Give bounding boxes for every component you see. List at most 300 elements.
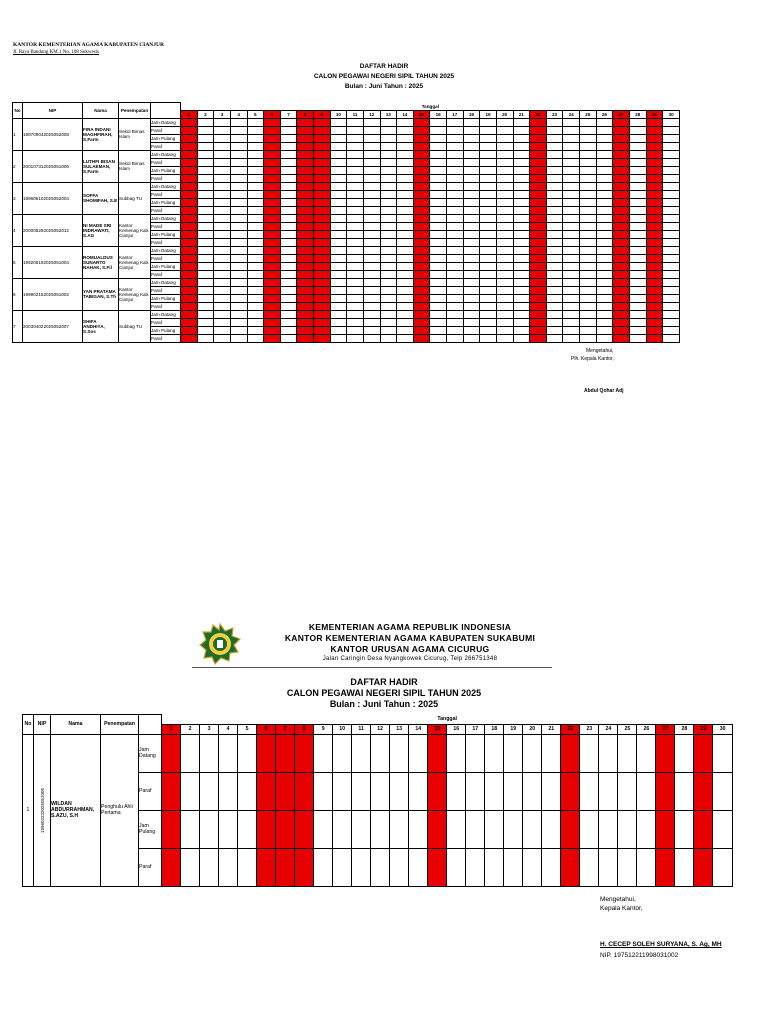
day-cell[interactable] bbox=[181, 848, 200, 886]
day-cell[interactable] bbox=[280, 278, 297, 286]
day-cell[interactable] bbox=[297, 118, 314, 126]
day-cell[interactable] bbox=[523, 772, 542, 810]
day-cell[interactable] bbox=[330, 118, 347, 126]
day-cell[interactable] bbox=[546, 134, 563, 142]
day-cell[interactable] bbox=[297, 142, 314, 150]
day-cell[interactable] bbox=[409, 772, 428, 810]
day-cell[interactable] bbox=[247, 326, 264, 334]
day-cell[interactable] bbox=[646, 222, 663, 230]
day-cell[interactable] bbox=[596, 286, 613, 294]
day-cell[interactable] bbox=[214, 310, 231, 318]
day-cell[interactable] bbox=[463, 278, 480, 286]
day-cell[interactable] bbox=[629, 238, 646, 246]
day-cell[interactable] bbox=[523, 734, 542, 772]
day-cell[interactable] bbox=[247, 134, 264, 142]
day-cell[interactable] bbox=[238, 734, 257, 772]
day-cell[interactable] bbox=[197, 198, 214, 206]
day-cell[interactable] bbox=[347, 134, 364, 142]
day-cell[interactable] bbox=[663, 222, 680, 230]
day-cell[interactable] bbox=[352, 810, 371, 848]
day-cell[interactable] bbox=[297, 126, 314, 134]
day-cell[interactable] bbox=[596, 174, 613, 182]
day-cell[interactable] bbox=[330, 302, 347, 310]
day-cell[interactable] bbox=[546, 310, 563, 318]
day-cell[interactable] bbox=[181, 294, 198, 302]
day-cell[interactable] bbox=[314, 310, 331, 318]
day-cell[interactable] bbox=[629, 182, 646, 190]
day-cell[interactable] bbox=[314, 158, 331, 166]
day-cell[interactable] bbox=[466, 810, 485, 848]
day-cell[interactable] bbox=[347, 142, 364, 150]
day-cell[interactable] bbox=[546, 326, 563, 334]
day-cell[interactable] bbox=[646, 142, 663, 150]
day-cell[interactable] bbox=[646, 150, 663, 158]
day-cell[interactable] bbox=[238, 772, 257, 810]
day-cell[interactable] bbox=[596, 262, 613, 270]
day-cell[interactable] bbox=[596, 246, 613, 254]
day-cell[interactable] bbox=[230, 310, 247, 318]
day-cell[interactable] bbox=[663, 214, 680, 222]
day-cell[interactable] bbox=[646, 230, 663, 238]
day-cell[interactable] bbox=[530, 198, 547, 206]
day-cell[interactable] bbox=[181, 118, 198, 126]
day-cell[interactable] bbox=[397, 286, 414, 294]
day-cell[interactable] bbox=[613, 142, 630, 150]
day-cell[interactable] bbox=[297, 270, 314, 278]
day-cell[interactable] bbox=[546, 286, 563, 294]
day-cell[interactable] bbox=[530, 302, 547, 310]
day-cell[interactable] bbox=[447, 326, 464, 334]
day-cell[interactable] bbox=[280, 246, 297, 254]
day-cell[interactable] bbox=[599, 848, 618, 886]
day-cell[interactable] bbox=[447, 222, 464, 230]
day-cell[interactable] bbox=[247, 198, 264, 206]
day-cell[interactable] bbox=[397, 278, 414, 286]
day-cell[interactable] bbox=[513, 230, 530, 238]
day-cell[interactable] bbox=[314, 278, 331, 286]
day-cell[interactable] bbox=[561, 772, 580, 810]
day-cell[interactable] bbox=[181, 262, 198, 270]
day-cell[interactable] bbox=[257, 772, 276, 810]
day-cell[interactable] bbox=[663, 326, 680, 334]
day-cell[interactable] bbox=[530, 238, 547, 246]
day-cell[interactable] bbox=[447, 174, 464, 182]
day-cell[interactable] bbox=[546, 318, 563, 326]
day-cell[interactable] bbox=[546, 142, 563, 150]
day-cell[interactable] bbox=[428, 734, 447, 772]
day-cell[interactable] bbox=[162, 734, 181, 772]
day-cell[interactable] bbox=[466, 772, 485, 810]
day-cell[interactable] bbox=[613, 294, 630, 302]
day-cell[interactable] bbox=[428, 810, 447, 848]
day-cell[interactable] bbox=[530, 206, 547, 214]
day-cell[interactable] bbox=[599, 734, 618, 772]
day-cell[interactable] bbox=[563, 150, 580, 158]
day-cell[interactable] bbox=[430, 278, 447, 286]
day-cell[interactable] bbox=[197, 294, 214, 302]
day-cell[interactable] bbox=[297, 278, 314, 286]
day-cell[interactable] bbox=[264, 166, 281, 174]
day-cell[interactable] bbox=[380, 182, 397, 190]
day-cell[interactable] bbox=[530, 222, 547, 230]
day-cell[interactable] bbox=[200, 810, 219, 848]
day-cell[interactable] bbox=[314, 262, 331, 270]
day-cell[interactable] bbox=[463, 174, 480, 182]
day-cell[interactable] bbox=[330, 326, 347, 334]
day-cell[interactable] bbox=[480, 142, 497, 150]
day-cell[interactable] bbox=[363, 166, 380, 174]
day-cell[interactable] bbox=[181, 278, 198, 286]
day-cell[interactable] bbox=[637, 772, 656, 810]
day-cell[interactable] bbox=[513, 158, 530, 166]
day-cell[interactable] bbox=[563, 134, 580, 142]
day-cell[interactable] bbox=[563, 182, 580, 190]
day-cell[interactable] bbox=[280, 270, 297, 278]
day-cell[interactable] bbox=[314, 302, 331, 310]
day-cell[interactable] bbox=[646, 214, 663, 222]
day-cell[interactable] bbox=[463, 222, 480, 230]
day-cell[interactable] bbox=[197, 310, 214, 318]
day-cell[interactable] bbox=[546, 198, 563, 206]
day-cell[interactable] bbox=[546, 182, 563, 190]
day-cell[interactable] bbox=[480, 198, 497, 206]
day-cell[interactable] bbox=[663, 246, 680, 254]
day-cell[interactable] bbox=[181, 286, 198, 294]
day-cell[interactable] bbox=[219, 810, 238, 848]
day-cell[interactable] bbox=[280, 158, 297, 166]
day-cell[interactable] bbox=[613, 134, 630, 142]
day-cell[interactable] bbox=[197, 262, 214, 270]
day-cell[interactable] bbox=[580, 270, 597, 278]
day-cell[interactable] bbox=[618, 772, 637, 810]
day-cell[interactable] bbox=[280, 190, 297, 198]
day-cell[interactable] bbox=[463, 118, 480, 126]
day-cell[interactable] bbox=[580, 278, 597, 286]
day-cell[interactable] bbox=[463, 230, 480, 238]
day-cell[interactable] bbox=[257, 848, 276, 886]
day-cell[interactable] bbox=[530, 158, 547, 166]
day-cell[interactable] bbox=[463, 206, 480, 214]
day-cell[interactable] bbox=[413, 166, 430, 174]
day-cell[interactable] bbox=[314, 142, 331, 150]
day-cell[interactable] bbox=[646, 118, 663, 126]
day-cell[interactable] bbox=[596, 118, 613, 126]
day-cell[interactable] bbox=[675, 772, 694, 810]
day-cell[interactable] bbox=[613, 190, 630, 198]
day-cell[interactable] bbox=[214, 126, 231, 134]
day-cell[interactable] bbox=[530, 286, 547, 294]
day-cell[interactable] bbox=[613, 238, 630, 246]
day-cell[interactable] bbox=[247, 334, 264, 342]
day-cell[interactable] bbox=[496, 238, 513, 246]
day-cell[interactable] bbox=[580, 150, 597, 158]
day-cell[interactable] bbox=[181, 158, 198, 166]
day-cell[interactable] bbox=[297, 158, 314, 166]
day-cell[interactable] bbox=[197, 254, 214, 262]
day-cell[interactable] bbox=[480, 158, 497, 166]
day-cell[interactable] bbox=[629, 198, 646, 206]
day-cell[interactable] bbox=[546, 126, 563, 134]
day-cell[interactable] bbox=[247, 142, 264, 150]
day-cell[interactable] bbox=[230, 142, 247, 150]
day-cell[interactable] bbox=[347, 286, 364, 294]
day-cell[interactable] bbox=[363, 126, 380, 134]
day-cell[interactable] bbox=[480, 334, 497, 342]
day-cell[interactable] bbox=[230, 134, 247, 142]
day-cell[interactable] bbox=[380, 326, 397, 334]
day-cell[interactable] bbox=[214, 302, 231, 310]
day-cell[interactable] bbox=[629, 310, 646, 318]
day-cell[interactable] bbox=[181, 238, 198, 246]
day-cell[interactable] bbox=[513, 246, 530, 254]
day-cell[interactable] bbox=[480, 150, 497, 158]
day-cell[interactable] bbox=[430, 174, 447, 182]
day-cell[interactable] bbox=[352, 772, 371, 810]
day-cell[interactable] bbox=[333, 734, 352, 772]
day-cell[interactable] bbox=[413, 118, 430, 126]
day-cell[interactable] bbox=[463, 182, 480, 190]
day-cell[interactable] bbox=[409, 848, 428, 886]
day-cell[interactable] bbox=[629, 158, 646, 166]
day-cell[interactable] bbox=[637, 734, 656, 772]
day-cell[interactable] bbox=[380, 286, 397, 294]
day-cell[interactable] bbox=[613, 254, 630, 262]
day-cell[interactable] bbox=[380, 190, 397, 198]
day-cell[interactable] bbox=[347, 214, 364, 222]
day-cell[interactable] bbox=[214, 150, 231, 158]
day-cell[interactable] bbox=[580, 174, 597, 182]
day-cell[interactable] bbox=[363, 182, 380, 190]
day-cell[interactable] bbox=[197, 246, 214, 254]
day-cell[interactable] bbox=[397, 142, 414, 150]
day-cell[interactable] bbox=[613, 150, 630, 158]
day-cell[interactable] bbox=[496, 294, 513, 302]
day-cell[interactable] bbox=[264, 182, 281, 190]
day-cell[interactable] bbox=[264, 238, 281, 246]
day-cell[interactable] bbox=[413, 126, 430, 134]
day-cell[interactable] bbox=[629, 126, 646, 134]
day-cell[interactable] bbox=[247, 310, 264, 318]
day-cell[interactable] bbox=[413, 174, 430, 182]
day-cell[interactable] bbox=[363, 174, 380, 182]
day-cell[interactable] bbox=[546, 214, 563, 222]
day-cell[interactable] bbox=[447, 118, 464, 126]
day-cell[interactable] bbox=[580, 810, 599, 848]
day-cell[interactable] bbox=[230, 118, 247, 126]
day-cell[interactable] bbox=[230, 126, 247, 134]
day-cell[interactable] bbox=[496, 286, 513, 294]
day-cell[interactable] bbox=[295, 848, 314, 886]
day-cell[interactable] bbox=[629, 174, 646, 182]
day-cell[interactable] bbox=[563, 206, 580, 214]
day-cell[interactable] bbox=[504, 848, 523, 886]
day-cell[interactable] bbox=[397, 302, 414, 310]
day-cell[interactable] bbox=[496, 142, 513, 150]
day-cell[interactable] bbox=[380, 230, 397, 238]
day-cell[interactable] bbox=[413, 150, 430, 158]
day-cell[interactable] bbox=[214, 142, 231, 150]
day-cell[interactable] bbox=[413, 222, 430, 230]
day-cell[interactable] bbox=[430, 334, 447, 342]
day-cell[interactable] bbox=[580, 222, 597, 230]
day-cell[interactable] bbox=[247, 190, 264, 198]
day-cell[interactable] bbox=[247, 246, 264, 254]
day-cell[interactable] bbox=[646, 326, 663, 334]
day-cell[interactable] bbox=[496, 222, 513, 230]
day-cell[interactable] bbox=[563, 238, 580, 246]
day-cell[interactable] bbox=[371, 734, 390, 772]
day-cell[interactable] bbox=[463, 318, 480, 326]
day-cell[interactable] bbox=[463, 302, 480, 310]
day-cell[interactable] bbox=[247, 182, 264, 190]
day-cell[interactable] bbox=[463, 254, 480, 262]
day-cell[interactable] bbox=[363, 246, 380, 254]
day-cell[interactable] bbox=[397, 118, 414, 126]
day-cell[interactable] bbox=[530, 326, 547, 334]
day-cell[interactable] bbox=[297, 286, 314, 294]
day-cell[interactable] bbox=[629, 230, 646, 238]
day-cell[interactable] bbox=[181, 230, 198, 238]
day-cell[interactable] bbox=[629, 222, 646, 230]
day-cell[interactable] bbox=[347, 190, 364, 198]
day-cell[interactable] bbox=[333, 810, 352, 848]
day-cell[interactable] bbox=[257, 810, 276, 848]
day-cell[interactable] bbox=[513, 134, 530, 142]
day-cell[interactable] bbox=[181, 334, 198, 342]
day-cell[interactable] bbox=[314, 772, 333, 810]
day-cell[interactable] bbox=[496, 214, 513, 222]
day-cell[interactable] bbox=[295, 810, 314, 848]
day-cell[interactable] bbox=[330, 270, 347, 278]
day-cell[interactable] bbox=[330, 134, 347, 142]
day-cell[interactable] bbox=[596, 214, 613, 222]
day-cell[interactable] bbox=[663, 126, 680, 134]
day-cell[interactable] bbox=[314, 334, 331, 342]
day-cell[interactable] bbox=[596, 158, 613, 166]
day-cell[interactable] bbox=[363, 270, 380, 278]
day-cell[interactable] bbox=[613, 198, 630, 206]
day-cell[interactable] bbox=[646, 246, 663, 254]
day-cell[interactable] bbox=[561, 734, 580, 772]
day-cell[interactable] bbox=[546, 238, 563, 246]
day-cell[interactable] bbox=[297, 206, 314, 214]
day-cell[interactable] bbox=[230, 286, 247, 294]
day-cell[interactable] bbox=[214, 278, 231, 286]
day-cell[interactable] bbox=[347, 254, 364, 262]
day-cell[interactable] bbox=[613, 222, 630, 230]
day-cell[interactable] bbox=[542, 848, 561, 886]
day-cell[interactable] bbox=[264, 158, 281, 166]
day-cell[interactable] bbox=[563, 302, 580, 310]
day-cell[interactable] bbox=[646, 286, 663, 294]
day-cell[interactable] bbox=[480, 310, 497, 318]
day-cell[interactable] bbox=[629, 294, 646, 302]
day-cell[interactable] bbox=[546, 334, 563, 342]
day-cell[interactable] bbox=[330, 310, 347, 318]
day-cell[interactable] bbox=[430, 118, 447, 126]
day-cell[interactable] bbox=[629, 142, 646, 150]
day-cell[interactable] bbox=[247, 318, 264, 326]
day-cell[interactable] bbox=[380, 126, 397, 134]
day-cell[interactable] bbox=[513, 214, 530, 222]
day-cell[interactable] bbox=[314, 190, 331, 198]
day-cell[interactable] bbox=[162, 848, 181, 886]
day-cell[interactable] bbox=[230, 254, 247, 262]
day-cell[interactable] bbox=[330, 158, 347, 166]
day-cell[interactable] bbox=[580, 310, 597, 318]
day-cell[interactable] bbox=[397, 238, 414, 246]
day-cell[interactable] bbox=[447, 848, 466, 886]
day-cell[interactable] bbox=[580, 166, 597, 174]
day-cell[interactable] bbox=[413, 198, 430, 206]
day-cell[interactable] bbox=[230, 334, 247, 342]
day-cell[interactable] bbox=[264, 190, 281, 198]
day-cell[interactable] bbox=[247, 286, 264, 294]
day-cell[interactable] bbox=[347, 294, 364, 302]
day-cell[interactable] bbox=[397, 158, 414, 166]
day-cell[interactable] bbox=[447, 158, 464, 166]
day-cell[interactable] bbox=[596, 198, 613, 206]
day-cell[interactable] bbox=[214, 214, 231, 222]
day-cell[interactable] bbox=[297, 334, 314, 342]
day-cell[interactable] bbox=[513, 222, 530, 230]
day-cell[interactable] bbox=[181, 142, 198, 150]
day-cell[interactable] bbox=[330, 246, 347, 254]
day-cell[interactable] bbox=[409, 810, 428, 848]
day-cell[interactable] bbox=[238, 848, 257, 886]
day-cell[interactable] bbox=[430, 254, 447, 262]
day-cell[interactable] bbox=[447, 182, 464, 190]
day-cell[interactable] bbox=[580, 318, 597, 326]
day-cell[interactable] bbox=[347, 174, 364, 182]
day-cell[interactable] bbox=[463, 238, 480, 246]
day-cell[interactable] bbox=[330, 166, 347, 174]
day-cell[interactable] bbox=[563, 278, 580, 286]
day-cell[interactable] bbox=[447, 294, 464, 302]
day-cell[interactable] bbox=[413, 206, 430, 214]
day-cell[interactable] bbox=[663, 302, 680, 310]
day-cell[interactable] bbox=[264, 246, 281, 254]
day-cell[interactable] bbox=[646, 334, 663, 342]
day-cell[interactable] bbox=[596, 326, 613, 334]
day-cell[interactable] bbox=[197, 270, 214, 278]
day-cell[interactable] bbox=[280, 326, 297, 334]
day-cell[interactable] bbox=[397, 222, 414, 230]
day-cell[interactable] bbox=[264, 198, 281, 206]
day-cell[interactable] bbox=[546, 246, 563, 254]
day-cell[interactable] bbox=[330, 254, 347, 262]
day-cell[interactable] bbox=[181, 326, 198, 334]
day-cell[interactable] bbox=[596, 310, 613, 318]
day-cell[interactable] bbox=[430, 166, 447, 174]
day-cell[interactable] bbox=[546, 174, 563, 182]
day-cell[interactable] bbox=[596, 294, 613, 302]
day-cell[interactable] bbox=[430, 182, 447, 190]
day-cell[interactable] bbox=[463, 246, 480, 254]
day-cell[interactable] bbox=[230, 326, 247, 334]
day-cell[interactable] bbox=[297, 166, 314, 174]
day-cell[interactable] bbox=[694, 734, 713, 772]
day-cell[interactable] bbox=[596, 318, 613, 326]
day-cell[interactable] bbox=[280, 262, 297, 270]
day-cell[interactable] bbox=[629, 190, 646, 198]
day-cell[interactable] bbox=[181, 198, 198, 206]
day-cell[interactable] bbox=[397, 206, 414, 214]
day-cell[interactable] bbox=[546, 166, 563, 174]
day-cell[interactable] bbox=[613, 214, 630, 222]
day-cell[interactable] bbox=[181, 182, 198, 190]
day-cell[interactable] bbox=[463, 262, 480, 270]
